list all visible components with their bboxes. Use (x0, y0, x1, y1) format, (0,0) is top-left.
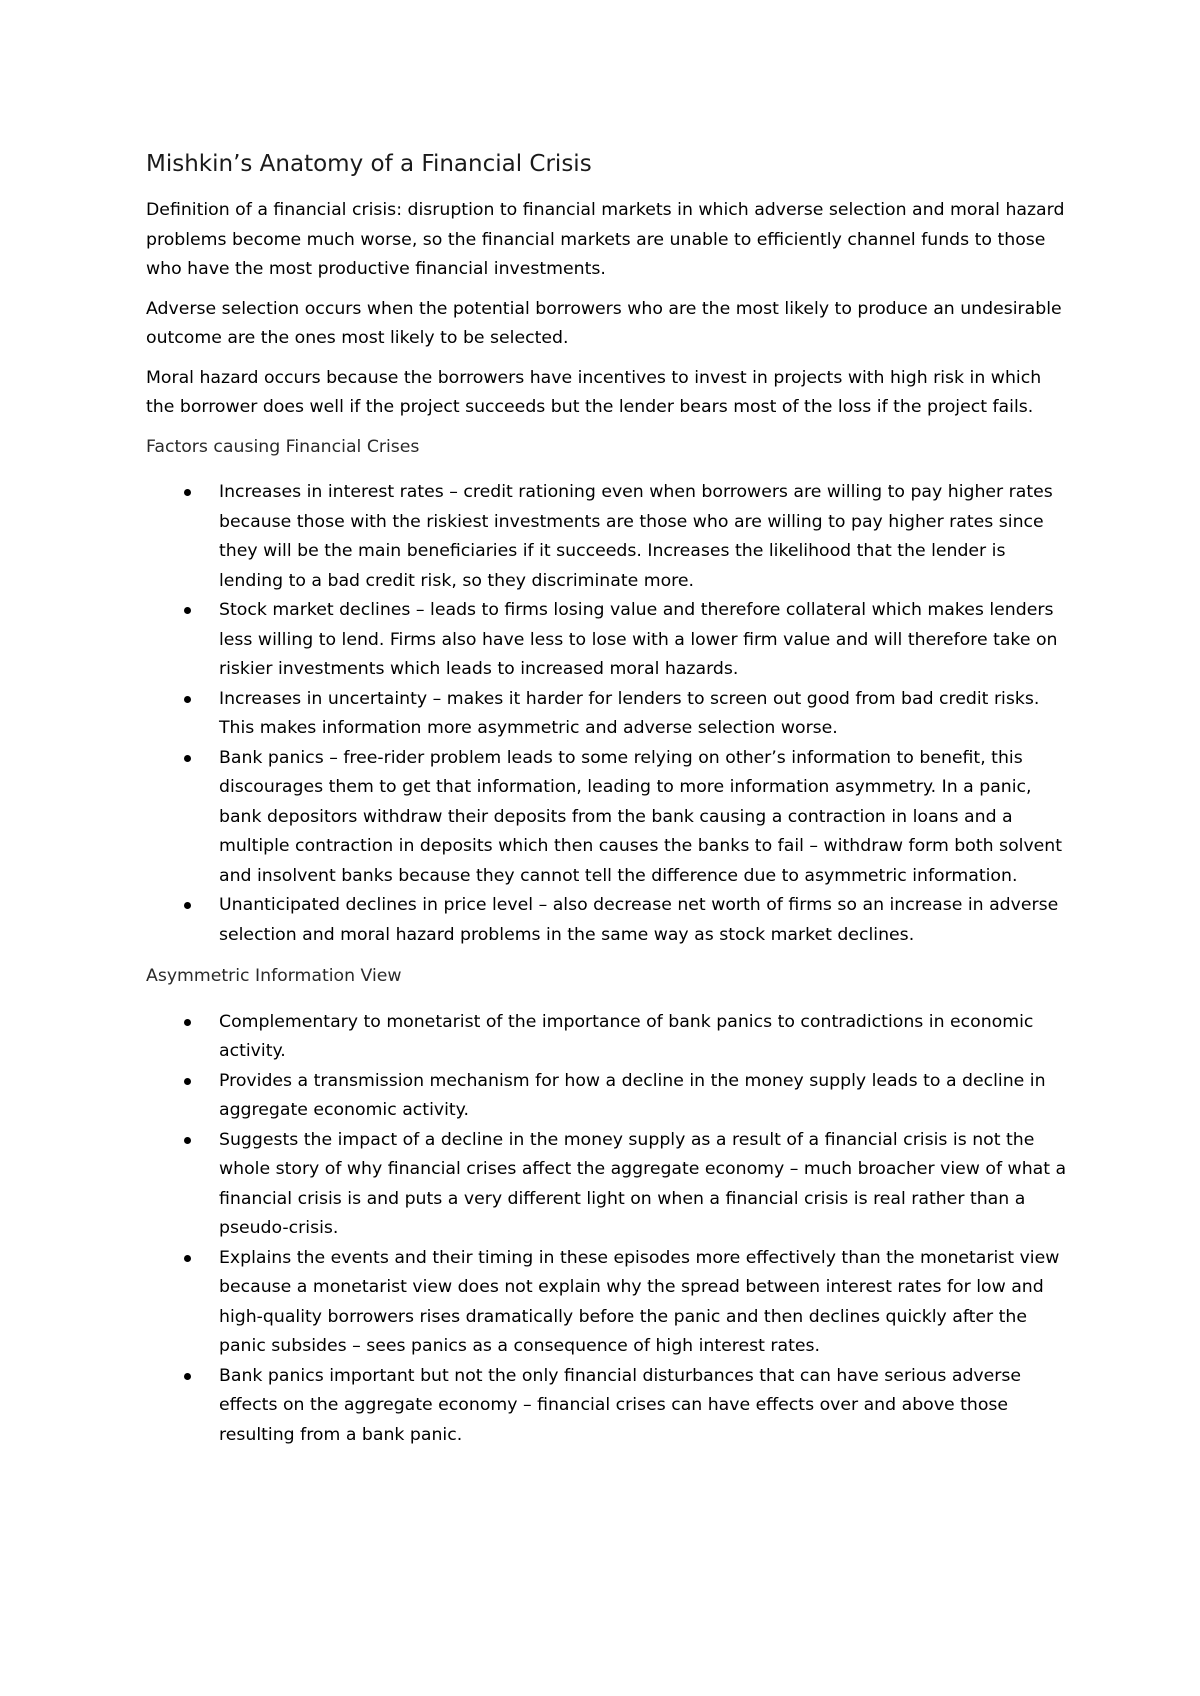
bullet-dot-icon (184, 1137, 191, 1144)
asymmetric-list (146, 1008, 1071, 1451)
list-item-text: Increases in interest rates – credit rationing even when borrowers are willing to pay higher rates because those with the riskiest investments are those who are willing to pay higher rates since they will be the main beneficiaries if it succeeds. Increases the likelihood that the lender is lending to a bad credit risk, so they discriminate more. (219, 482, 1053, 591)
list-item (146, 1008, 1071, 1067)
list-item-text: Unanticipated declines in price level – also decrease net worth of firms so an increase in adverse selection and moral hazard problems in the same way as stock market declines. (219, 895, 1059, 945)
list-item (146, 1126, 1071, 1244)
list-item-text: Suggests the impact of a decline in the money supply as a result of a financial crisis is not the whole story of why financial crises affect the aggregate economy – much broacher view of what a financial crisis is and puts a very different light on when a financial crisis is real rather than a pseudo-crisis. (219, 1129, 1067, 1238)
factors-list (146, 478, 1071, 950)
list-item (146, 1244, 1071, 1362)
bullet-dot-icon (184, 1019, 191, 1026)
section-heading-factors: Factors causing Financial Crises (146, 436, 420, 457)
list-item-text: Bank panics – free-rider problem leads to some relying on other’s information to benefit, this discourages them to get that information, leading to more information asymmetry. In a panic, bank depositors withdraw their deposits from the bank causing a contraction in loans and a multiple contraction in deposits which then causes the banks to fail – withdraw form both solvent and insolvent banks because they cannot tell the difference due to asymmetric information. (219, 747, 1063, 886)
bullet-dot-icon (184, 696, 191, 703)
bullet-dot-icon (184, 755, 191, 762)
list-item (146, 891, 1071, 950)
bullet-dot-icon (184, 1078, 191, 1085)
bullet-dot-icon (184, 902, 191, 909)
list-item-text: Provides a transmission mechanism for how a decline in the money supply leads to a decline in aggregate economic activity. (219, 1070, 1046, 1120)
document-body (146, 148, 1071, 1462)
paragraph-adverse-selection: Adverse selection occurs when the potential borrowers who are the most likely to produce an undesirable outcome are the ones most likely to be selected. (146, 298, 1062, 348)
list-item-text: Increases in uncertainty – makes it harder for lenders to screen out good from bad credit risks. This makes information more asymmetric and adverse selection worse. (219, 688, 1040, 738)
section-heading-asymmetric: Asymmetric Information View (146, 966, 402, 986)
list-item (146, 1067, 1071, 1126)
bullet-dot-icon (184, 489, 191, 496)
list-item (146, 685, 1071, 744)
list-item (146, 1362, 1071, 1451)
paragraph-moral-hazard: Moral hazard occurs because the borrowers have incentives to invest in projects with high risk in which the borrower does well if the project succeeds but the lender bears most of the loss if the project fails. (146, 367, 1042, 417)
list-item-text: Stock market declines – leads to firms losing value and therefore collateral which makes lenders less willing to lend. Firms also have less to lose with a lower firm value and will therefore take on riskier investments which leads to increased moral hazards. (219, 600, 1058, 679)
list-item (146, 478, 1071, 596)
bullet-dot-icon (184, 1373, 191, 1380)
list-item-text: Explains the events and their timing in these episodes more effectively than the monetarist view because a monetarist view does not explain why the spread between interest rates for low and high-quality borrowers rises dramatically before the panic and then declines quickly after the panic subsides – sees panics as a consequence of high interest rates. (219, 1247, 1060, 1356)
list-item (146, 596, 1071, 685)
bullet-dot-icon (184, 1255, 191, 1262)
list-item (146, 744, 1071, 892)
bullet-dot-icon (184, 607, 191, 614)
document-title: Mishkin’s Anatomy of a Financial Crisis (146, 151, 592, 177)
list-item-text: Complementary to monetarist of the importance of bank panics to contradictions in economic activity. (219, 1011, 1034, 1061)
paragraph-definition: Definition of a financial crisis: disruption to financial markets in which adverse selection and moral hazard problems become much worse, so the financial markets are unable to efficiently channel funds to those who have the most productive financial investments. (146, 200, 1065, 279)
list-item-text: Bank panics important but not the only financial disturbances that can have serious adverse effects on the aggregate economy – financial crises can have effects over and above those resulting from a bank panic. (219, 1365, 1022, 1445)
